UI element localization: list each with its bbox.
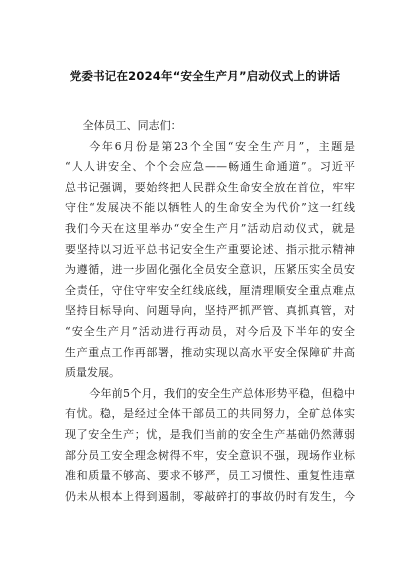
paragraph-line: 要坚持以习近平总书记安全生产重要论述、指示批示精神 (65, 242, 355, 256)
paragraph-line: 为遵循，进一步固化强化全员安全意识，压紧压实全员安 (65, 263, 355, 277)
document-body (65, 116, 355, 507)
paragraph-line: 今年前5个月，我们的安全生产总体形势平稳，但稳中 (89, 386, 355, 400)
paragraph-line: 仍未从根本上得到遏制，零敲碎打的事故仍时有发生，今 (65, 489, 355, 503)
paragraph-line: 守住“发展决不能以牺牲人的生命安全为代价”这一红线 (65, 201, 355, 215)
paragraph-line: 准和质量不够高、要求不够严，员工习惯性、重复性违章 (65, 469, 355, 483)
paragraph-line: 质量发展。 (65, 366, 120, 380)
paragraph-line: “安全生产月”活动进行再动员，对今后及下半年的安全 (65, 324, 355, 338)
paragraph-line: 生产重点工作再部署，推动实现以高水平安全保障矿井高 (65, 345, 355, 359)
paragraph-line: “人人讲安全、个个会应急——畅通生命通道”。习近平 (65, 160, 355, 174)
paragraph-line: 现了安全生产；忧，是我们当前的安全生产基础仍然薄弱 (65, 427, 355, 441)
paragraph-line: 有忧。稳，是经过全体干部员工的共同努力，全矿总体实 (65, 407, 355, 421)
paragraph-line: 全责任，守住守牢安全红线底线，厘清理顺安全重点难点 (65, 283, 355, 297)
salutation: 全体员工、同志们： (82, 119, 182, 132)
paragraph-line: 总书记强调，要始终把人民群众生命安全放在首位，牢牢 (65, 180, 355, 194)
paragraph-line: 我们今天在这里举办“安全生产月”活动启动仪式，就是 (65, 221, 355, 235)
paragraph-line: 坚持目标导向、问题导向，坚持严抓严管、真抓真管，对 (65, 304, 355, 318)
document-title: 党委书记在2024年“安全生产月”启动仪式上的讲话 (69, 69, 341, 83)
paragraph-line: 部分员工安全理念树得不牢，安全意识不强，现场作业标 (65, 448, 355, 462)
paragraph-line: 今年6月份是第23个全国“安全生产月”，主题是 (89, 139, 355, 153)
